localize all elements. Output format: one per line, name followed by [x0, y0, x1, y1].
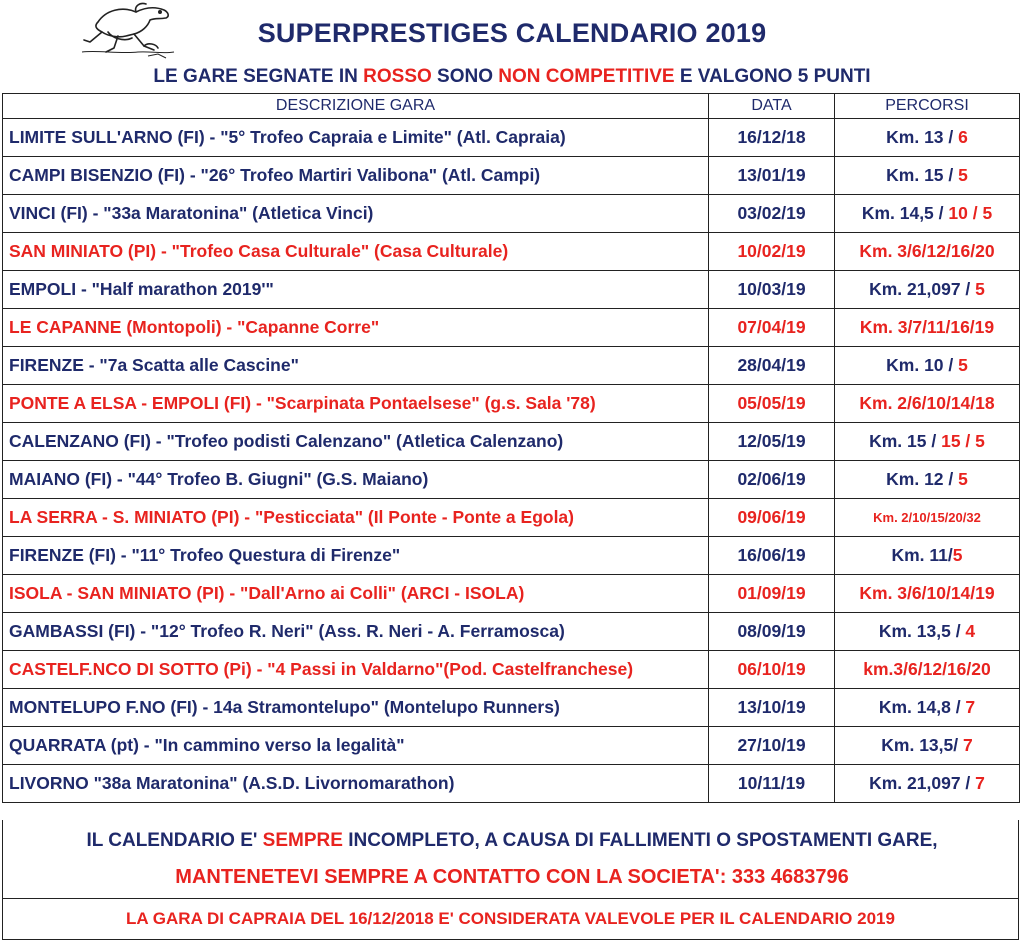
race-calendar-table: [2, 93, 1020, 803]
race-routes: [835, 575, 1020, 613]
route-short-distance: 10 / 5: [948, 203, 993, 223]
route-distance: Km. 10 /: [886, 355, 959, 375]
race-routes: [835, 613, 1020, 651]
route-short-distance: 5: [958, 355, 968, 375]
race-description: MAIANO (FI) - "44° Trofeo B. Giugni" (G.S. Maiano): [3, 461, 709, 499]
race-description: CAMPI BISENZIO (FI) - "26° Trofeo Martiri Valibona" (Atl. Campi): [3, 157, 709, 195]
route-short-distance: 5: [958, 469, 968, 489]
route-short-distance: 5: [958, 165, 968, 185]
column-header-date: DATA: [709, 94, 835, 119]
table-row: [3, 309, 1020, 347]
race-routes: [835, 727, 1020, 765]
race-description: FIRENZE (FI) - "11° Trofeo Questura di Firenze": [3, 537, 709, 575]
race-date: 05/05/19: [709, 385, 835, 423]
race-date: 12/05/19: [709, 423, 835, 461]
race-routes: [835, 537, 1020, 575]
route-short-distance: 7: [975, 773, 985, 793]
race-date: 16/12/18: [709, 119, 835, 157]
page-subtitle: [0, 66, 1024, 88]
table-row: [3, 271, 1020, 309]
race-routes: [835, 347, 1020, 385]
footer-line-1-red: SEMPRE: [262, 830, 343, 851]
table-row: [3, 765, 1020, 803]
table-row: [3, 651, 1020, 689]
race-description: VINCI (FI) - "33a Maratonina" (Atletica Vinci): [3, 195, 709, 233]
race-description: LA SERRA - S. MINIATO (PI) - "Pesticciata" (Il Ponte - Ponte a Egola): [3, 499, 709, 537]
table-row: [3, 461, 1020, 499]
route-distance: Km. 12 /: [886, 469, 959, 489]
route-distance: Km. 13 /: [886, 127, 959, 147]
table-row: [3, 423, 1020, 461]
race-description: MONTELUPO F.NO (FI) - 14a Stramontelupo" (Montelupo Runners): [3, 689, 709, 727]
route-distance: Km. 13,5 /: [878, 621, 966, 641]
race-date: 07/04/19: [709, 309, 835, 347]
subtitle-part-1: LE GARE SEGNATE IN: [153, 66, 364, 87]
route-short-distance: 4: [965, 621, 976, 641]
table-row: [3, 119, 1020, 157]
table-row: [3, 195, 1020, 233]
table-row: [3, 385, 1020, 423]
table-row: [3, 499, 1020, 537]
route-distance: Km. 14,8 /: [878, 697, 966, 717]
route-distance: Km. 2/6/10/14/18: [859, 393, 995, 413]
route-distance: Km. 15 /: [886, 165, 959, 185]
race-date: 06/10/19: [709, 651, 835, 689]
table-row: [3, 575, 1020, 613]
race-routes: [835, 499, 1020, 537]
table-body: [3, 119, 1020, 803]
race-routes: [835, 157, 1020, 195]
table-header-row: [3, 94, 1020, 119]
table-row: [3, 613, 1020, 651]
route-distance: km.3/6/12/16/20: [863, 659, 991, 679]
table-row: [3, 233, 1020, 271]
race-routes: [835, 195, 1020, 233]
footer-contact-line: MANTENETEVI SEMPRE A CONTATTO CON LA SOCIETA': 333 4683796: [175, 866, 849, 888]
race-routes: [835, 233, 1020, 271]
route-short-distance: 6: [958, 127, 968, 147]
footer-note: LA GARA DI CAPRAIA DEL 16/12/2018 E' CONSIDERATA VALEVOLE PER IL CALENDARIO 2019: [2, 898, 1019, 940]
race-date: 16/06/19: [709, 537, 835, 575]
race-date: 13/10/19: [709, 689, 835, 727]
column-header-routes: PERCORSI: [835, 94, 1020, 119]
column-header-description: DESCRIZIONE GARA: [3, 94, 709, 119]
route-short-distance: 5: [952, 545, 963, 565]
route-short-distance: 7: [965, 697, 976, 717]
route-distance: Km. 21,097 /: [869, 773, 976, 793]
race-routes: [835, 271, 1020, 309]
route-distance: Km. 3/6/10/14/19: [859, 583, 995, 603]
route-distance: Km. 14,5 /: [861, 203, 949, 223]
race-description: QUARRATA (pt) - "In cammino verso la legalità": [3, 727, 709, 765]
table-row: [3, 727, 1020, 765]
footer-line-1-part-2: INCOMPLETO, A CAUSA DI FALLIMENTI O SPOSTAMENTI GARE,: [342, 830, 938, 851]
race-date: 08/09/19: [709, 613, 835, 651]
race-date: 01/09/19: [709, 575, 835, 613]
race-routes: [835, 423, 1020, 461]
table-row: [3, 537, 1020, 575]
route-distance: Km. 15 /: [869, 431, 942, 451]
subtitle-part-red-1: ROSSO: [363, 66, 432, 87]
race-routes: [835, 385, 1020, 423]
race-date: 10/11/19: [709, 765, 835, 803]
race-routes: [835, 689, 1020, 727]
route-short-distance: 15 / 5: [941, 431, 985, 451]
race-date: 09/06/19: [709, 499, 835, 537]
table-row: [3, 157, 1020, 195]
race-description: LIVORNO "38a Maratonina" (A.S.D. Livornomarathon): [3, 765, 709, 803]
table-row: [3, 689, 1020, 727]
race-description: PONTE A ELSA - EMPOLI (FI) - "Scarpinata Pontaelsese" (g.s. Sala '78): [3, 385, 709, 423]
race-routes: [835, 119, 1020, 157]
race-description: LIMITE SULL'ARNO (FI) - "5° Trofeo Capraia e Limite" (Atl. Capraia): [3, 119, 709, 157]
race-routes: [835, 461, 1020, 499]
subtitle-part-3: E VALGONO 5 PUNTI: [674, 66, 871, 87]
race-date: 28/04/19: [709, 347, 835, 385]
subtitle-part-red-2: NON COMPETITIVE: [498, 66, 675, 87]
route-short-distance: 5: [975, 279, 985, 299]
table-row: [3, 347, 1020, 385]
race-routes: [835, 765, 1020, 803]
race-routes: [835, 651, 1020, 689]
route-distance: Km. 3/7/11/16/19: [859, 317, 995, 337]
race-routes: [835, 309, 1020, 347]
footer-line-1-part-1: IL CALENDARIO E': [86, 830, 263, 851]
race-description: SAN MINIATO (PI) - "Trofeo Casa Culturale" (Casa Culturale): [3, 233, 709, 271]
race-description: GAMBASSI (FI) - "12° Trofeo R. Neri" (Ass. R. Neri - A. Ferramosca): [3, 613, 709, 651]
race-description: FIRENZE - "7a Scatta alle Cascine": [3, 347, 709, 385]
subtitle-part-2: SONO: [431, 66, 499, 87]
race-description: EMPOLI - "Half marathon 2019'": [3, 271, 709, 309]
race-date: 10/02/19: [709, 233, 835, 271]
route-distance: Km. 13,5/: [881, 735, 963, 755]
race-description: CALENZANO (FI) - "Trofeo podisti Calenzano" (Atletica Calenzano): [3, 423, 709, 461]
page-title: SUPERPRESTIGES CALENDARIO 2019: [257, 18, 767, 48]
race-date: 10/03/19: [709, 271, 835, 309]
route-short-distance: 7: [962, 735, 973, 755]
race-date: 27/10/19: [709, 727, 835, 765]
route-distance: Km. 11/: [891, 545, 953, 565]
race-description: CASTELF.NCO DI SOTTO (Pi) - "4 Passi in Valdarno"(Pod. Castelfranchese): [3, 651, 709, 689]
route-distance: Km. 2/10/15/20/32: [873, 510, 981, 525]
footer-line-1: [0, 830, 1024, 852]
race-description: LE CAPANNE (Montopoli) - "Capanne Corre": [3, 309, 709, 347]
race-description: ISOLA - SAN MINIATO (PI) - "Dall'Arno ai Colli" (ARCI - ISOLA): [3, 575, 709, 613]
route-distance: Km. 21,097 /: [869, 279, 976, 299]
route-distance: Km. 3/6/12/16/20: [859, 241, 995, 261]
race-date: 03/02/19: [709, 195, 835, 233]
race-date: 13/01/19: [709, 157, 835, 195]
race-date: 02/06/19: [709, 461, 835, 499]
